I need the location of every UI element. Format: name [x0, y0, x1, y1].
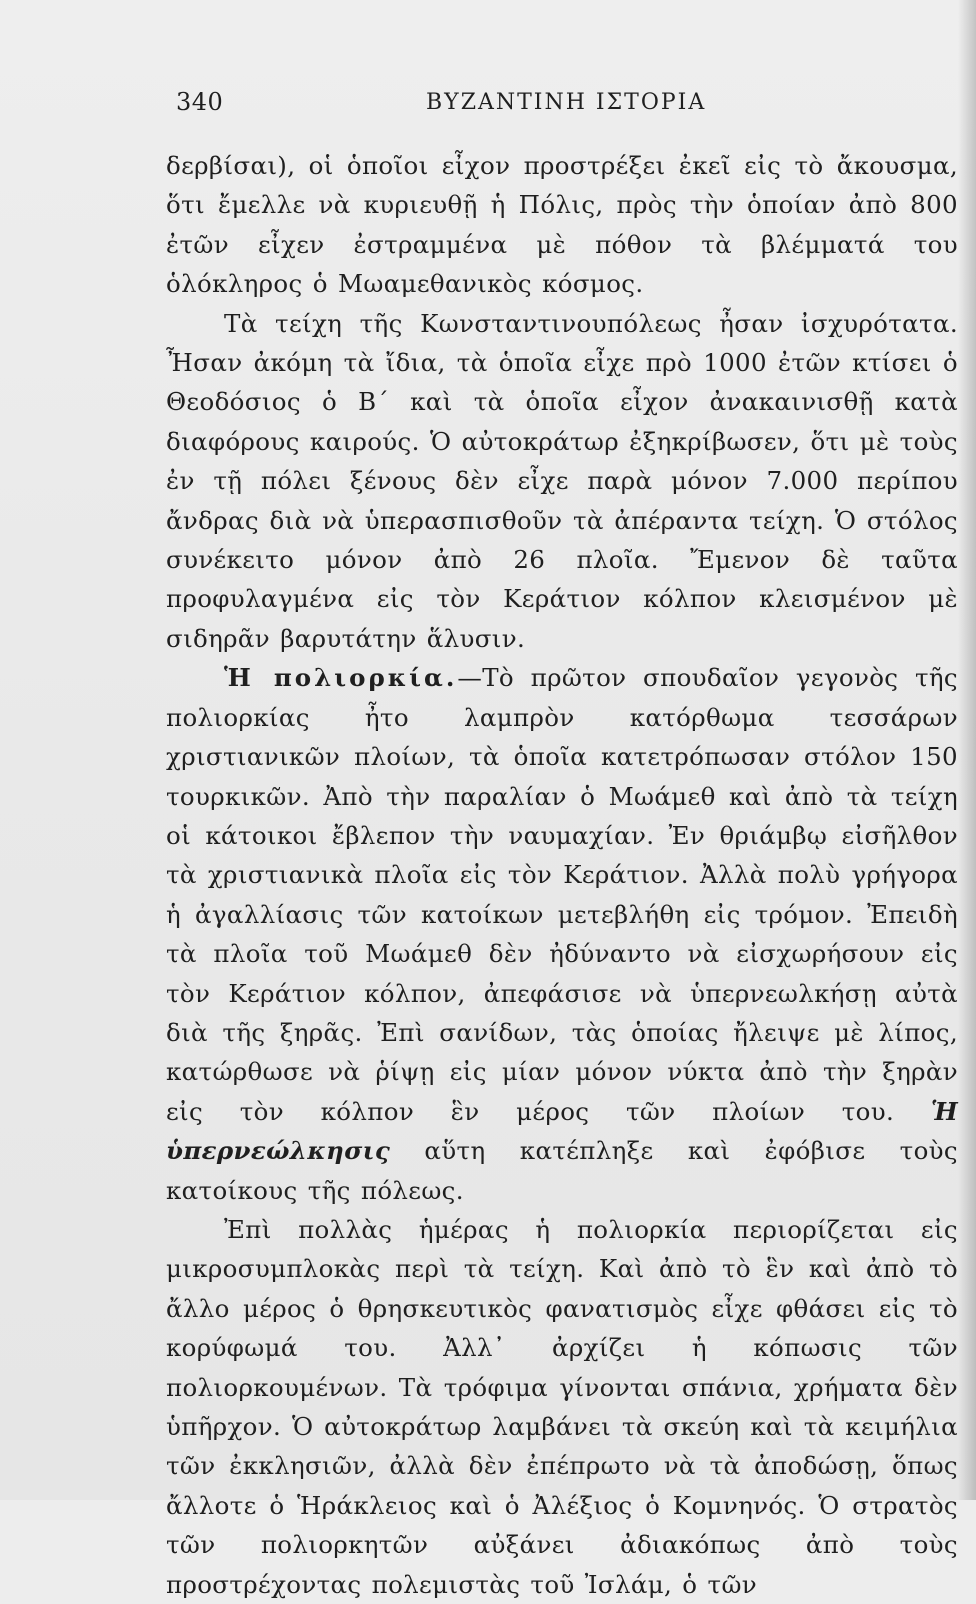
- paragraph-3-text-b: αὕτη κατέπληξε καὶ ἐφόβισε τοὺς κατοίκους τῆς πόλεως.: [166, 1136, 958, 1205]
- page-body: [166, 146, 958, 1604]
- paragraph-3: [166, 658, 958, 1210]
- paragraph-2: Τὰ τείχη τῆς Κωνσταντινουπόλεως ἦσαν ἰσχυρότατα. Ἦσαν ἀκόμη τὰ ἴδια, τὰ ὁποῖα εἶχε πρὸ 1000 ἐτῶν κτίσει ὁ Θεοδόσιος ὁ Β΄ καὶ τὰ ὁποῖα εἶχον ἀνακαινισθῇ κατὰ διαφόρους καιρούς. Ὁ αὐτοκράτωρ ἐξηκρίβωσεν, ὅτι μὲ τοὺς ἐν τῇ πόλει ξένους δὲν εἶχε παρὰ μόνον 7.000 περίπου ἄνδρας διὰ νὰ ὑπερασπισθοῦν τὰ ἀπέραντα τείχη. Ὁ στόλος συνέκειτο μόνον ἀπὸ 26 πλοῖα. Ἔμενον δὲ ταῦτα προφυλαγμένα εἰς τὸν Κεράτιον κόλπον κλεισμένον μὲ σιδηρᾶν βαρυτάτην ἅλυσιν.: [166, 308, 958, 653]
- emphasized-term: Ἡ ὑπερνεώλκησις: [166, 1096, 959, 1166]
- running-title: ΒΥΖΑΝΤΙΝΗ ΙΣΤΟΡΙΑ: [426, 90, 707, 115]
- section-heading: Ἡ πολιορκία.: [224, 663, 458, 693]
- paragraph-4: Ἐπὶ πολλὰς ἡμέρας ἡ πολιορκία περιορίζεται εἰς μικροσυμπλοκὰς περὶ τὰ τείχη. Καὶ ἀπὸ τὸ ἓν καὶ ἀπὸ τὸ ἄλλο μέρος ὁ θρησκευτικὸς φανατισμὸς εἶχε φθάσει εἰς τὸ κορύφωμά του. Ἀλλ᾽ ἀρχίζει ἡ κόπωσις τῶν πολιορκουμένων. Τὰ τρόφιμα γίνονται σπάνια, χρήματα δὲν ὑπῆρχον. Ὁ αὐτοκράτωρ λαμβάνει τὰ σκεύη καὶ τὰ κειμήλια τῶν ἐκκλησιῶν, ἀλλὰ δὲν ἐπέπρωτο νὰ τὰ ἀποδώσῃ, ὅπως ἄλλοτε ὁ Ἡράκλειος καὶ ὁ Ἀλέξιος ὁ Κομνηνός. Ὁ στρατὸς τῶν πολιορκητῶν αὐξάνει ἀδιακόπως ἀπὸ τοὺς προστρέχοντας πολεμιστὰς τοῦ Ἰσλάμ, ὁ τῶν: [166, 1214, 958, 1599]
- page-number: 340: [176, 88, 224, 116]
- page-header: [168, 88, 768, 128]
- page-spine-shadow: [958, 0, 976, 1500]
- paragraph-3-text-a: —Τὸ πρῶτον σπουδαῖον γεγονὸς τῆς πολιορκίας ἦτο λαμπρὸν κατόρθωμα τεσσάρων χριστιανικῶν πλοίων, τὰ ὁποῖα κατετρόπωσαν στόλον 150 τουρκικῶν. Ἀπὸ τὴν παραλίαν ὁ Μωάμεθ καὶ ἀπὸ τὰ τείχη οἱ κάτοικοι ἔβλεπον τὴν ναυμαχίαν. Ἐν θριάμβῳ εἰσῆλθον τὰ χριστιανικὰ πλοῖα εἰς τὸν Κεράτιον. Ἀλλὰ πολὺ γρήγορα ἡ ἀγαλλίασις τῶν κατοίκων μετεβλήθη εἰς τρόμον. Ἐπειδὴ τὰ πλοῖα τοῦ Μωάμεθ δὲν ἠδύναντο νὰ εἰσχωρήσουν εἰς τὸν Κεράτιον κόλπον, ἀπεφάσισε νὰ ὑπερνεωλκήσῃ αὐτὰ διὰ τῆς ξηρᾶς. Ἐπὶ σανίδων, τὰς ὁποίας ἤλειψε μὲ λίπος, κατώρθωσε νὰ ῥίψῃ εἰς μίαν μόνον νύκτα ἀπὸ τὴν ξηρὰν εἰς τὸν κόλπον ἓν μέρος τῶν πλοίων του.: [166, 663, 958, 1126]
- paragraph-1: δερβίσαι), οἱ ὁποῖοι εἶχον προστρέξει ἐκεῖ εἰς τὸ ἄκουσμα, ὅτι ἔμελλε νὰ κυριευθῇ ἡ Πόλις, πρὸς τὴν ὁποίαν ἀπὸ 800 ἐτῶν εἶχεν ἐστραμμένα μὲ πόθον τὰ βλέμματά του ὁλόκληρος ὁ Μωαμεθανικὸς κόσμος.: [166, 151, 958, 299]
